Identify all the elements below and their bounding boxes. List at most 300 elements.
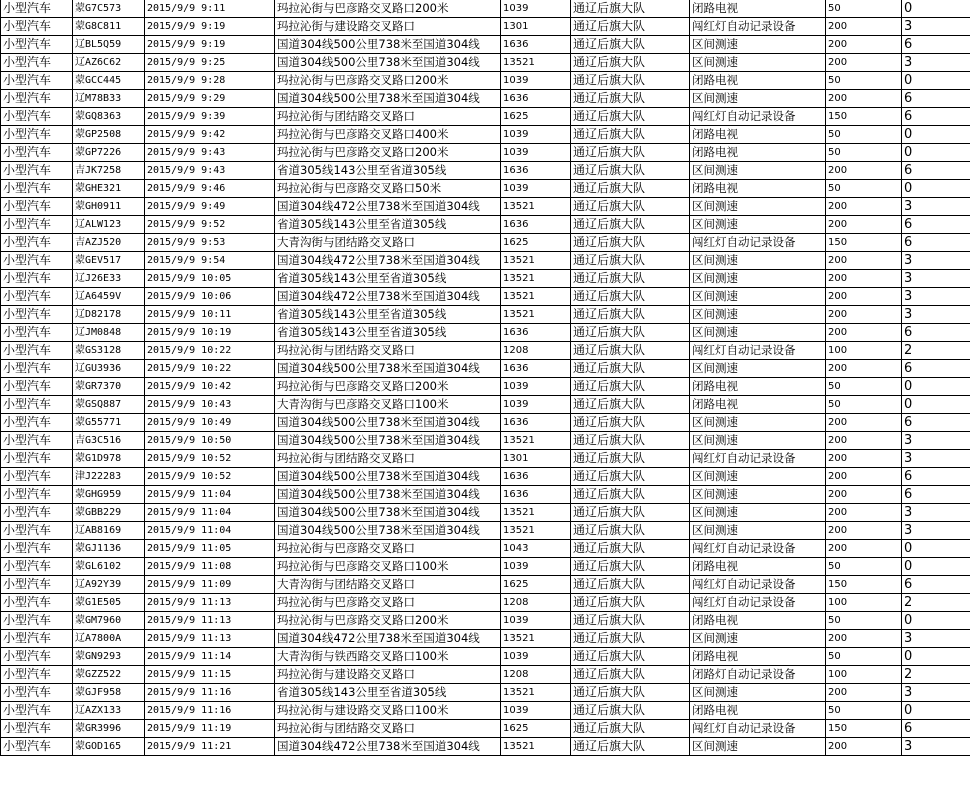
vehicle-type-cell[interactable]: 小型汽车 <box>1 324 73 342</box>
violation-code-cell[interactable]: 13521 <box>501 306 571 324</box>
penalty-points-cell[interactable]: 6 <box>902 720 970 738</box>
collecting-unit-cell[interactable]: 通辽后旗大队 <box>571 306 690 324</box>
plate-number-cell[interactable]: 蒙G7C573 <box>73 0 145 18</box>
capture-method-cell[interactable]: 区间测速 <box>690 252 826 270</box>
vehicle-type-cell[interactable]: 小型汽车 <box>1 522 73 540</box>
location-cell[interactable]: 玛拉沁街与巴彦路交叉路口 <box>275 594 501 612</box>
fine-amount-cell[interactable]: 200 <box>826 522 902 540</box>
capture-method-cell[interactable]: 闯红灯自动记录设备 <box>690 342 826 360</box>
penalty-points-cell[interactable]: 2 <box>902 594 970 612</box>
violation-time-cell[interactable]: 2015/9/9 11:13 <box>145 612 275 630</box>
violation-code-cell[interactable]: 1043 <box>501 540 571 558</box>
plate-number-cell[interactable]: 蒙GM7960 <box>73 612 145 630</box>
penalty-points-cell[interactable]: 6 <box>902 108 970 126</box>
vehicle-type-cell[interactable]: 小型汽车 <box>1 612 73 630</box>
violation-code-cell[interactable]: 1039 <box>501 0 571 18</box>
fine-amount-cell[interactable]: 200 <box>826 162 902 180</box>
violation-time-cell[interactable]: 2015/9/9 10:52 <box>145 468 275 486</box>
violation-code-cell[interactable]: 1625 <box>501 108 571 126</box>
location-cell[interactable]: 国道304线500公里738米至国道304线 <box>275 432 501 450</box>
vehicle-type-cell[interactable]: 小型汽车 <box>1 306 73 324</box>
fine-amount-cell[interactable]: 200 <box>826 360 902 378</box>
violation-code-cell[interactable]: 1208 <box>501 594 571 612</box>
collecting-unit-cell[interactable]: 通辽后旗大队 <box>571 126 690 144</box>
violation-time-cell[interactable]: 2015/9/9 9:25 <box>145 54 275 72</box>
location-cell[interactable]: 大青沟街与巴彦路交叉路口100米 <box>275 396 501 414</box>
violation-time-cell[interactable]: 2015/9/9 9:43 <box>145 162 275 180</box>
fine-amount-cell[interactable]: 50 <box>826 648 902 666</box>
capture-method-cell[interactable]: 区间测速 <box>690 90 826 108</box>
violation-time-cell[interactable]: 2015/9/9 10:22 <box>145 342 275 360</box>
penalty-points-cell[interactable]: 0 <box>902 72 970 90</box>
plate-number-cell[interactable]: 蒙GH0911 <box>73 198 145 216</box>
vehicle-type-cell[interactable]: 小型汽车 <box>1 540 73 558</box>
fine-amount-cell[interactable]: 200 <box>826 216 902 234</box>
violation-code-cell[interactable]: 13521 <box>501 738 571 756</box>
capture-method-cell[interactable]: 区间测速 <box>690 486 826 504</box>
plate-number-cell[interactable]: 蒙GCC445 <box>73 72 145 90</box>
violation-time-cell[interactable]: 2015/9/9 11:04 <box>145 486 275 504</box>
fine-amount-cell[interactable]: 100 <box>826 666 902 684</box>
vehicle-type-cell[interactable]: 小型汽车 <box>1 504 73 522</box>
fine-amount-cell[interactable]: 150 <box>826 108 902 126</box>
collecting-unit-cell[interactable]: 通辽后旗大队 <box>571 432 690 450</box>
penalty-points-cell[interactable]: 2 <box>902 666 970 684</box>
penalty-points-cell[interactable]: 6 <box>902 414 970 432</box>
plate-number-cell[interactable]: 蒙GEV517 <box>73 252 145 270</box>
violation-code-cell[interactable]: 1039 <box>501 648 571 666</box>
location-cell[interactable]: 玛拉沁街与巴彦路交叉路口200米 <box>275 612 501 630</box>
vehicle-type-cell[interactable]: 小型汽车 <box>1 198 73 216</box>
plate-number-cell[interactable]: 蒙G55771 <box>73 414 145 432</box>
violation-code-cell[interactable]: 1636 <box>501 216 571 234</box>
location-cell[interactable]: 国道304线472公里738米至国道304线 <box>275 738 501 756</box>
penalty-points-cell[interactable]: 0 <box>902 612 970 630</box>
violation-code-cell[interactable]: 1636 <box>501 486 571 504</box>
violation-code-cell[interactable]: 1039 <box>501 558 571 576</box>
location-cell[interactable]: 国道304线472公里738米至国道304线 <box>275 198 501 216</box>
plate-number-cell[interactable]: 蒙GOD165 <box>73 738 145 756</box>
vehicle-type-cell[interactable]: 小型汽车 <box>1 216 73 234</box>
capture-method-cell[interactable]: 区间测速 <box>690 630 826 648</box>
penalty-points-cell[interactable]: 3 <box>902 270 970 288</box>
fine-amount-cell[interactable]: 200 <box>826 486 902 504</box>
penalty-points-cell[interactable]: 6 <box>902 162 970 180</box>
collecting-unit-cell[interactable]: 通辽后旗大队 <box>571 612 690 630</box>
location-cell[interactable]: 省道305线143公里至省道305线 <box>275 306 501 324</box>
location-cell[interactable]: 国道304线472公里738米至国道304线 <box>275 252 501 270</box>
capture-method-cell[interactable]: 闭路电视 <box>690 558 826 576</box>
fine-amount-cell[interactable]: 200 <box>826 252 902 270</box>
vehicle-type-cell[interactable]: 小型汽车 <box>1 54 73 72</box>
fine-amount-cell[interactable]: 50 <box>826 126 902 144</box>
plate-number-cell[interactable]: 蒙GBB229 <box>73 504 145 522</box>
collecting-unit-cell[interactable]: 通辽后旗大队 <box>571 288 690 306</box>
violation-time-cell[interactable]: 2015/9/9 11:13 <box>145 594 275 612</box>
location-cell[interactable]: 玛拉沁街与巴彦路交叉路口 <box>275 540 501 558</box>
violation-time-cell[interactable]: 2015/9/9 10:05 <box>145 270 275 288</box>
plate-number-cell[interactable]: 辽BL5Q59 <box>73 36 145 54</box>
collecting-unit-cell[interactable]: 通辽后旗大队 <box>571 702 690 720</box>
violation-time-cell[interactable]: 2015/9/9 9:54 <box>145 252 275 270</box>
collecting-unit-cell[interactable]: 通辽后旗大队 <box>571 738 690 756</box>
violation-time-cell[interactable]: 2015/9/9 11:13 <box>145 630 275 648</box>
vehicle-type-cell[interactable]: 小型汽车 <box>1 558 73 576</box>
fine-amount-cell[interactable]: 50 <box>826 396 902 414</box>
location-cell[interactable]: 国道304线500公里738米至国道304线 <box>275 486 501 504</box>
penalty-points-cell[interactable]: 3 <box>902 18 970 36</box>
vehicle-type-cell[interactable]: 小型汽车 <box>1 432 73 450</box>
location-cell[interactable]: 省道305线143公里至省道305线 <box>275 216 501 234</box>
violation-time-cell[interactable]: 2015/9/9 11:15 <box>145 666 275 684</box>
plate-number-cell[interactable]: 辽AZ6C62 <box>73 54 145 72</box>
fine-amount-cell[interactable]: 50 <box>826 702 902 720</box>
capture-method-cell[interactable]: 区间测速 <box>690 54 826 72</box>
collecting-unit-cell[interactable]: 通辽后旗大队 <box>571 666 690 684</box>
violation-code-cell[interactable]: 1039 <box>501 144 571 162</box>
location-cell[interactable]: 国道304线500公里738米至国道304线 <box>275 360 501 378</box>
violation-time-cell[interactable]: 2015/9/9 11:19 <box>145 720 275 738</box>
fine-amount-cell[interactable]: 150 <box>826 576 902 594</box>
fine-amount-cell[interactable]: 50 <box>826 558 902 576</box>
location-cell[interactable]: 玛拉沁街与团结路交叉路口 <box>275 450 501 468</box>
fine-amount-cell[interactable]: 200 <box>826 540 902 558</box>
vehicle-type-cell[interactable]: 小型汽车 <box>1 252 73 270</box>
violation-code-cell[interactable]: 1625 <box>501 720 571 738</box>
violation-code-cell[interactable]: 1208 <box>501 666 571 684</box>
violation-time-cell[interactable]: 2015/9/9 11:14 <box>145 648 275 666</box>
violation-code-cell[interactable]: 13521 <box>501 198 571 216</box>
penalty-points-cell[interactable]: 0 <box>902 396 970 414</box>
violation-time-cell[interactable]: 2015/9/9 11:21 <box>145 738 275 756</box>
plate-number-cell[interactable]: 辽M78B33 <box>73 90 145 108</box>
violation-code-cell[interactable]: 1625 <box>501 234 571 252</box>
location-cell[interactable]: 玛拉沁街与建设路交叉路口 <box>275 666 501 684</box>
plate-number-cell[interactable]: 蒙G1E505 <box>73 594 145 612</box>
violation-time-cell[interactable]: 2015/9/9 10:42 <box>145 378 275 396</box>
penalty-points-cell[interactable]: 3 <box>902 630 970 648</box>
capture-method-cell[interactable]: 区间测速 <box>690 684 826 702</box>
violation-code-cell[interactable]: 13521 <box>501 252 571 270</box>
fine-amount-cell[interactable]: 150 <box>826 234 902 252</box>
fine-amount-cell[interactable]: 100 <box>826 594 902 612</box>
vehicle-type-cell[interactable]: 小型汽车 <box>1 666 73 684</box>
violation-time-cell[interactable]: 2015/9/9 10:49 <box>145 414 275 432</box>
violation-code-cell[interactable]: 13521 <box>501 288 571 306</box>
plate-number-cell[interactable]: 辽J26E33 <box>73 270 145 288</box>
penalty-points-cell[interactable]: 3 <box>902 684 970 702</box>
vehicle-type-cell[interactable]: 小型汽车 <box>1 126 73 144</box>
collecting-unit-cell[interactable]: 通辽后旗大队 <box>571 414 690 432</box>
capture-method-cell[interactable]: 闯红灯自动记录设备 <box>690 234 826 252</box>
location-cell[interactable]: 玛拉沁街与巴彦路交叉路口400米 <box>275 126 501 144</box>
violation-code-cell[interactable]: 1039 <box>501 126 571 144</box>
collecting-unit-cell[interactable]: 通辽后旗大队 <box>571 558 690 576</box>
location-cell[interactable]: 国道304线500公里738米至国道304线 <box>275 522 501 540</box>
capture-method-cell[interactable]: 闭路电视 <box>690 144 826 162</box>
penalty-points-cell[interactable]: 3 <box>902 504 970 522</box>
violation-time-cell[interactable]: 2015/9/9 9:49 <box>145 198 275 216</box>
violation-time-cell[interactable]: 2015/9/9 9:39 <box>145 108 275 126</box>
violation-time-cell[interactable]: 2015/9/9 9:46 <box>145 180 275 198</box>
plate-number-cell[interactable]: 辽A92Y39 <box>73 576 145 594</box>
collecting-unit-cell[interactable]: 通辽后旗大队 <box>571 540 690 558</box>
capture-method-cell[interactable]: 闯红灯自动记录设备 <box>690 594 826 612</box>
plate-number-cell[interactable]: 蒙G1D978 <box>73 450 145 468</box>
penalty-points-cell[interactable]: 6 <box>902 216 970 234</box>
collecting-unit-cell[interactable]: 通辽后旗大队 <box>571 36 690 54</box>
capture-method-cell[interactable]: 闯红灯自动记录设备 <box>690 108 826 126</box>
collecting-unit-cell[interactable]: 通辽后旗大队 <box>571 180 690 198</box>
fine-amount-cell[interactable]: 100 <box>826 342 902 360</box>
violation-time-cell[interactable]: 2015/9/9 10:43 <box>145 396 275 414</box>
penalty-points-cell[interactable]: 3 <box>902 522 970 540</box>
collecting-unit-cell[interactable]: 通辽后旗大队 <box>571 0 690 18</box>
capture-method-cell[interactable]: 区间测速 <box>690 198 826 216</box>
capture-method-cell[interactable]: 闭路电视 <box>690 612 826 630</box>
collecting-unit-cell[interactable]: 通辽后旗大队 <box>571 234 690 252</box>
vehicle-type-cell[interactable]: 小型汽车 <box>1 36 73 54</box>
plate-number-cell[interactable]: 蒙GR7370 <box>73 378 145 396</box>
violation-time-cell[interactable]: 2015/9/9 11:09 <box>145 576 275 594</box>
location-cell[interactable]: 国道304线500公里738米至国道304线 <box>275 54 501 72</box>
collecting-unit-cell[interactable]: 通辽后旗大队 <box>571 144 690 162</box>
fine-amount-cell[interactable]: 200 <box>826 504 902 522</box>
fine-amount-cell[interactable]: 50 <box>826 378 902 396</box>
capture-method-cell[interactable]: 闭路电视 <box>690 648 826 666</box>
location-cell[interactable]: 省道305线143公里至省道305线 <box>275 162 501 180</box>
violation-code-cell[interactable]: 1636 <box>501 360 571 378</box>
collecting-unit-cell[interactable]: 通辽后旗大队 <box>571 396 690 414</box>
capture-method-cell[interactable]: 区间测速 <box>690 306 826 324</box>
plate-number-cell[interactable]: 吉JK7258 <box>73 162 145 180</box>
penalty-points-cell[interactable]: 3 <box>902 738 970 756</box>
violation-time-cell[interactable]: 2015/9/9 9:19 <box>145 36 275 54</box>
vehicle-type-cell[interactable]: 小型汽车 <box>1 0 73 18</box>
capture-method-cell[interactable]: 闯红灯自动记录设备 <box>690 720 826 738</box>
fine-amount-cell[interactable]: 50 <box>826 72 902 90</box>
vehicle-type-cell[interactable]: 小型汽车 <box>1 594 73 612</box>
plate-number-cell[interactable]: 辽JM0848 <box>73 324 145 342</box>
vehicle-type-cell[interactable]: 小型汽车 <box>1 648 73 666</box>
violation-code-cell[interactable]: 13521 <box>501 522 571 540</box>
penalty-points-cell[interactable]: 6 <box>902 468 970 486</box>
collecting-unit-cell[interactable]: 通辽后旗大队 <box>571 252 690 270</box>
location-cell[interactable]: 玛拉沁街与巴彦路交叉路口50米 <box>275 180 501 198</box>
capture-method-cell[interactable]: 闭路电视 <box>690 702 826 720</box>
vehicle-type-cell[interactable]: 小型汽车 <box>1 414 73 432</box>
capture-method-cell[interactable]: 区间测速 <box>690 504 826 522</box>
plate-number-cell[interactable]: 蒙GP2508 <box>73 126 145 144</box>
capture-method-cell[interactable]: 区间测速 <box>690 324 826 342</box>
fine-amount-cell[interactable]: 50 <box>826 0 902 18</box>
penalty-points-cell[interactable]: 2 <box>902 342 970 360</box>
collecting-unit-cell[interactable]: 通辽后旗大队 <box>571 594 690 612</box>
violation-code-cell[interactable]: 13521 <box>501 432 571 450</box>
violation-code-cell[interactable]: 1636 <box>501 90 571 108</box>
collecting-unit-cell[interactable]: 通辽后旗大队 <box>571 108 690 126</box>
fine-amount-cell[interactable]: 200 <box>826 414 902 432</box>
plate-number-cell[interactable]: 蒙GL6102 <box>73 558 145 576</box>
vehicle-type-cell[interactable]: 小型汽车 <box>1 342 73 360</box>
capture-method-cell[interactable]: 区间测速 <box>690 288 826 306</box>
violation-code-cell[interactable]: 1039 <box>501 702 571 720</box>
vehicle-type-cell[interactable]: 小型汽车 <box>1 396 73 414</box>
vehicle-type-cell[interactable]: 小型汽车 <box>1 468 73 486</box>
violation-time-cell[interactable]: 2015/9/9 9:53 <box>145 234 275 252</box>
location-cell[interactable]: 省道305线143公里至省道305线 <box>275 684 501 702</box>
location-cell[interactable]: 国道304线500公里738米至国道304线 <box>275 414 501 432</box>
penalty-points-cell[interactable]: 6 <box>902 36 970 54</box>
plate-number-cell[interactable]: 辽GU3936 <box>73 360 145 378</box>
plate-number-cell[interactable]: 津J22283 <box>73 468 145 486</box>
location-cell[interactable]: 大青沟街与团结路交叉路口 <box>275 234 501 252</box>
violation-time-cell[interactable]: 2015/9/9 11:16 <box>145 684 275 702</box>
location-cell[interactable]: 玛拉沁街与巴彦路交叉路口200米 <box>275 144 501 162</box>
fine-amount-cell[interactable]: 200 <box>826 630 902 648</box>
location-cell[interactable]: 大青沟街与团结路交叉路口 <box>275 576 501 594</box>
location-cell[interactable]: 国道304线472公里738米至国道304线 <box>275 288 501 306</box>
plate-number-cell[interactable]: 吉AZJ520 <box>73 234 145 252</box>
fine-amount-cell[interactable]: 200 <box>826 432 902 450</box>
capture-method-cell[interactable]: 闭路电视 <box>690 378 826 396</box>
violation-code-cell[interactable]: 13521 <box>501 270 571 288</box>
location-cell[interactable]: 玛拉沁街与团结路交叉路口 <box>275 108 501 126</box>
vehicle-type-cell[interactable]: 小型汽车 <box>1 90 73 108</box>
penalty-points-cell[interactable]: 0 <box>902 180 970 198</box>
violation-code-cell[interactable]: 1039 <box>501 72 571 90</box>
fine-amount-cell[interactable]: 150 <box>826 720 902 738</box>
violation-time-cell[interactable]: 2015/9/9 11:16 <box>145 702 275 720</box>
plate-number-cell[interactable]: 蒙GN9293 <box>73 648 145 666</box>
penalty-points-cell[interactable]: 0 <box>902 540 970 558</box>
capture-method-cell[interactable]: 区间测速 <box>690 270 826 288</box>
violation-code-cell[interactable]: 1636 <box>501 324 571 342</box>
penalty-points-cell[interactable]: 3 <box>902 198 970 216</box>
violation-time-cell[interactable]: 2015/9/9 10:11 <box>145 306 275 324</box>
vehicle-type-cell[interactable]: 小型汽车 <box>1 162 73 180</box>
collecting-unit-cell[interactable]: 通辽后旗大队 <box>571 522 690 540</box>
vehicle-type-cell[interactable]: 小型汽车 <box>1 288 73 306</box>
penalty-points-cell[interactable]: 0 <box>902 648 970 666</box>
collecting-unit-cell[interactable]: 通辽后旗大队 <box>571 504 690 522</box>
violation-time-cell[interactable]: 2015/9/9 11:04 <box>145 504 275 522</box>
vehicle-type-cell[interactable]: 小型汽车 <box>1 180 73 198</box>
plate-number-cell[interactable]: 蒙GR3996 <box>73 720 145 738</box>
fine-amount-cell[interactable]: 200 <box>826 270 902 288</box>
vehicle-type-cell[interactable]: 小型汽车 <box>1 630 73 648</box>
violation-time-cell[interactable]: 2015/9/9 9:28 <box>145 72 275 90</box>
penalty-points-cell[interactable]: 0 <box>902 702 970 720</box>
fine-amount-cell[interactable]: 200 <box>826 450 902 468</box>
vehicle-type-cell[interactable]: 小型汽车 <box>1 486 73 504</box>
violation-time-cell[interactable]: 2015/9/9 11:08 <box>145 558 275 576</box>
violation-time-cell[interactable]: 2015/9/9 10:50 <box>145 432 275 450</box>
plate-number-cell[interactable]: 蒙GS3128 <box>73 342 145 360</box>
fine-amount-cell[interactable]: 200 <box>826 54 902 72</box>
vehicle-type-cell[interactable]: 小型汽车 <box>1 738 73 756</box>
penalty-points-cell[interactable]: 3 <box>902 432 970 450</box>
plate-number-cell[interactable]: 辽A7800A <box>73 630 145 648</box>
collecting-unit-cell[interactable]: 通辽后旗大队 <box>571 450 690 468</box>
collecting-unit-cell[interactable]: 通辽后旗大队 <box>571 360 690 378</box>
violation-code-cell[interactable]: 13521 <box>501 54 571 72</box>
fine-amount-cell[interactable]: 50 <box>826 612 902 630</box>
violation-code-cell[interactable]: 1039 <box>501 180 571 198</box>
vehicle-type-cell[interactable]: 小型汽车 <box>1 270 73 288</box>
vehicle-type-cell[interactable]: 小型汽车 <box>1 450 73 468</box>
plate-number-cell[interactable]: 辽AB8169 <box>73 522 145 540</box>
plate-number-cell[interactable]: 蒙G8C811 <box>73 18 145 36</box>
violation-code-cell[interactable]: 1039 <box>501 612 571 630</box>
capture-method-cell[interactable]: 闭路电视 <box>690 396 826 414</box>
violation-time-cell[interactable]: 2015/9/9 9:52 <box>145 216 275 234</box>
collecting-unit-cell[interactable]: 通辽后旗大队 <box>571 648 690 666</box>
violation-code-cell[interactable]: 1636 <box>501 414 571 432</box>
collecting-unit-cell[interactable]: 通辽后旗大队 <box>571 468 690 486</box>
plate-number-cell[interactable]: 蒙GHG959 <box>73 486 145 504</box>
penalty-points-cell[interactable]: 0 <box>902 126 970 144</box>
collecting-unit-cell[interactable]: 通辽后旗大队 <box>571 54 690 72</box>
location-cell[interactable]: 玛拉沁街与团结路交叉路口 <box>275 720 501 738</box>
capture-method-cell[interactable]: 区间测速 <box>690 360 826 378</box>
violation-code-cell[interactable]: 1636 <box>501 162 571 180</box>
violation-code-cell[interactable]: 1636 <box>501 36 571 54</box>
plate-number-cell[interactable]: 辽ALW123 <box>73 216 145 234</box>
location-cell[interactable]: 省道305线143公里至省道305线 <box>275 270 501 288</box>
collecting-unit-cell[interactable]: 通辽后旗大队 <box>571 720 690 738</box>
capture-method-cell[interactable]: 区间测速 <box>690 36 826 54</box>
fine-amount-cell[interactable]: 200 <box>826 198 902 216</box>
plate-number-cell[interactable]: 蒙GQ8363 <box>73 108 145 126</box>
vehicle-type-cell[interactable]: 小型汽车 <box>1 378 73 396</box>
penalty-points-cell[interactable]: 0 <box>902 0 970 18</box>
location-cell[interactable]: 国道304线500公里738米至国道304线 <box>275 504 501 522</box>
collecting-unit-cell[interactable]: 通辽后旗大队 <box>571 486 690 504</box>
collecting-unit-cell[interactable]: 通辽后旗大队 <box>571 198 690 216</box>
violation-code-cell[interactable]: 1301 <box>501 18 571 36</box>
location-cell[interactable]: 玛拉沁街与团结路交叉路口 <box>275 342 501 360</box>
fine-amount-cell[interactable]: 200 <box>826 90 902 108</box>
fine-amount-cell[interactable]: 200 <box>826 738 902 756</box>
capture-method-cell[interactable]: 闭路灯自动记录设备 <box>690 666 826 684</box>
violation-code-cell[interactable]: 13521 <box>501 504 571 522</box>
penalty-points-cell[interactable]: 3 <box>902 252 970 270</box>
violation-time-cell[interactable]: 2015/9/9 11:05 <box>145 540 275 558</box>
penalty-points-cell[interactable]: 0 <box>902 378 970 396</box>
violation-code-cell[interactable]: 1625 <box>501 576 571 594</box>
plate-number-cell[interactable]: 辽D82178 <box>73 306 145 324</box>
location-cell[interactable]: 国道304线500公里738米至国道304线 <box>275 36 501 54</box>
capture-method-cell[interactable]: 闯红灯自动记录设备 <box>690 18 826 36</box>
capture-method-cell[interactable]: 闭路电视 <box>690 72 826 90</box>
capture-method-cell[interactable]: 闭路电视 <box>690 0 826 18</box>
location-cell[interactable]: 玛拉沁街与巴彦路交叉路口100米 <box>275 558 501 576</box>
capture-method-cell[interactable]: 闯红灯自动记录设备 <box>690 540 826 558</box>
penalty-points-cell[interactable]: 6 <box>902 486 970 504</box>
plate-number-cell[interactable]: 蒙GZZ522 <box>73 666 145 684</box>
penalty-points-cell[interactable]: 6 <box>902 576 970 594</box>
vehicle-type-cell[interactable]: 小型汽车 <box>1 18 73 36</box>
plate-number-cell[interactable]: 辽AZX133 <box>73 702 145 720</box>
violation-time-cell[interactable]: 2015/9/9 10:22 <box>145 360 275 378</box>
violation-time-cell[interactable]: 2015/9/9 9:11 <box>145 0 275 18</box>
plate-number-cell[interactable]: 蒙GSQ887 <box>73 396 145 414</box>
vehicle-type-cell[interactable]: 小型汽车 <box>1 702 73 720</box>
location-cell[interactable]: 省道305线143公里至省道305线 <box>275 324 501 342</box>
violation-code-cell[interactable]: 1208 <box>501 342 571 360</box>
location-cell[interactable]: 大青沟街与铁西路交叉路口100米 <box>275 648 501 666</box>
